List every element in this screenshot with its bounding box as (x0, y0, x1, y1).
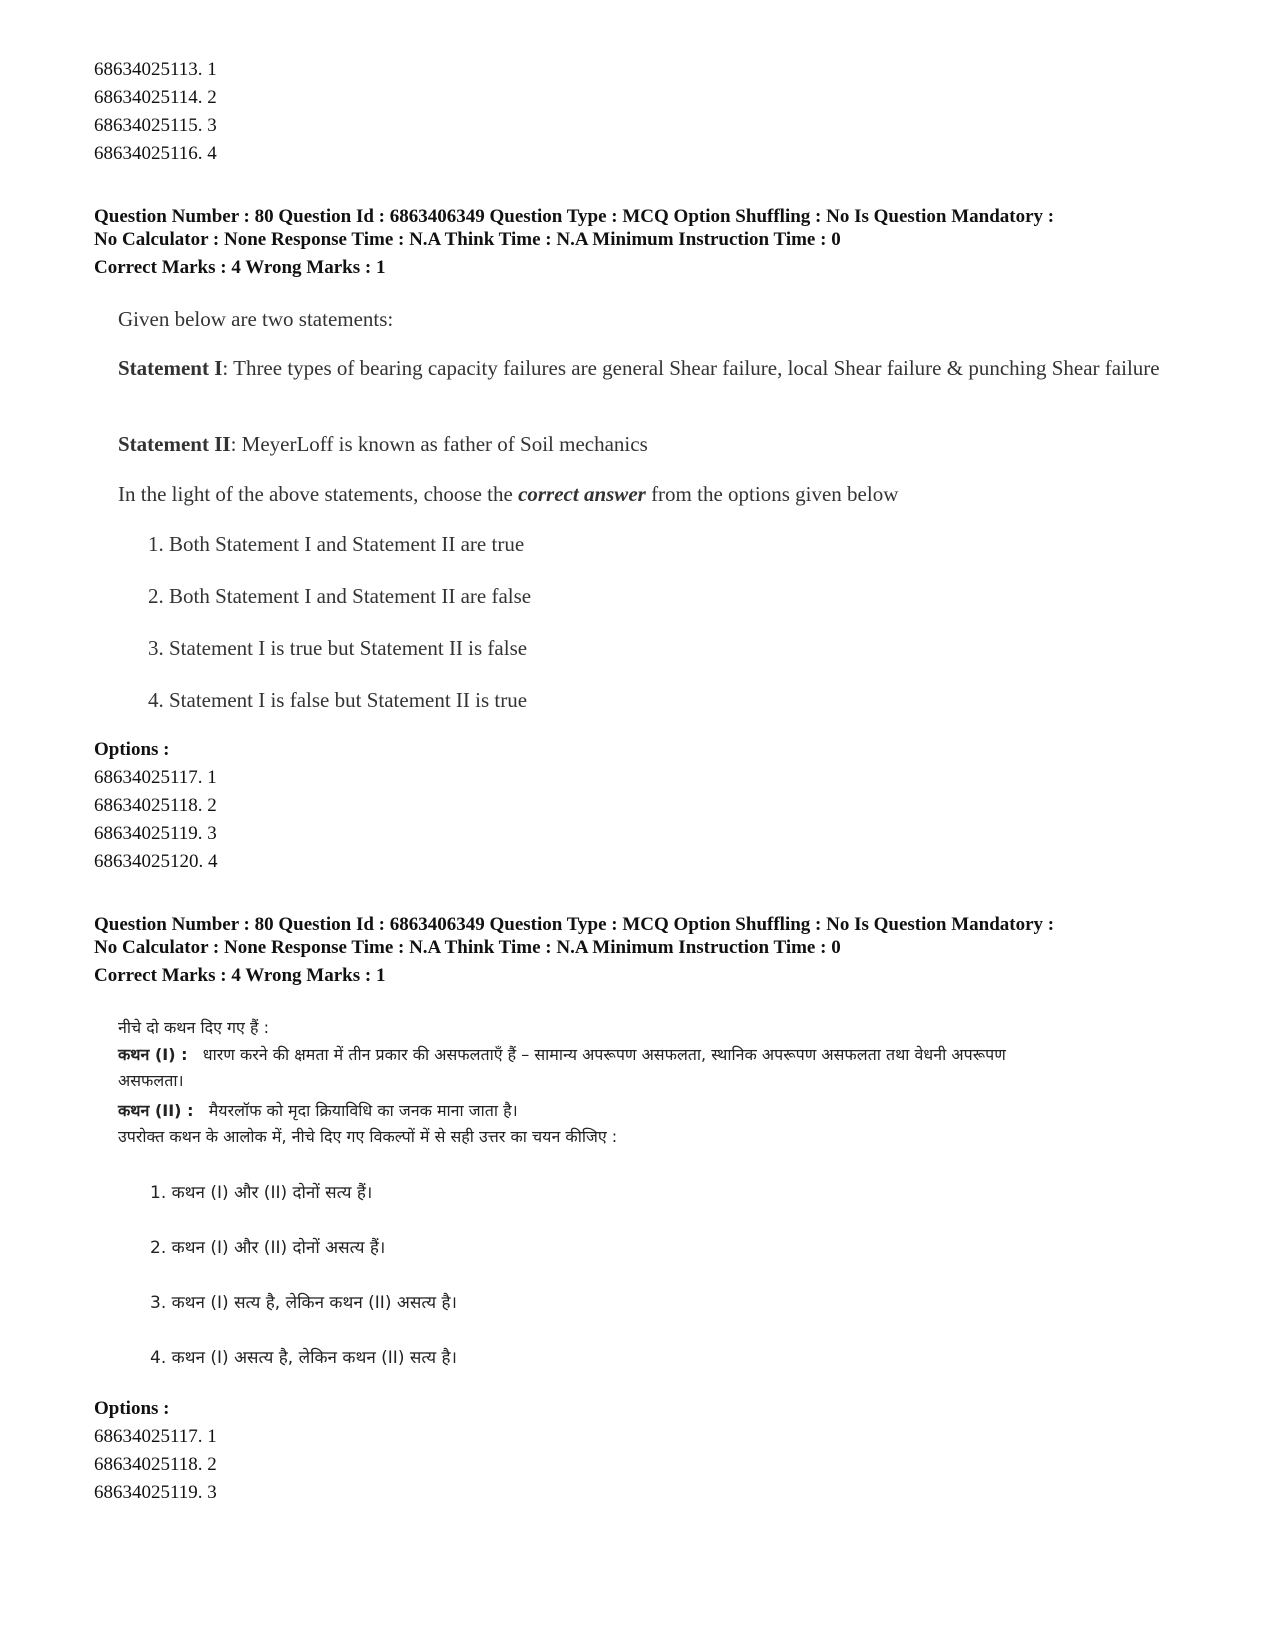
question-intro: Given below are two statements: (118, 307, 394, 331)
option-line: 68634025115. 3 (94, 115, 217, 136)
answer-choice-1: 1. कथन (I) और (II) दोनों सत्य हैं। (150, 1183, 373, 1203)
options-heading: Options : (94, 739, 170, 760)
prompt-text: In the light of the above statements, choose the (118, 482, 519, 506)
statement-2-text: : MeyerLoff is known as father of Soil mechanics (230, 432, 648, 456)
question-marks: Correct Marks : 4 Wrong Marks : 1 (94, 965, 386, 986)
option-line: 68634025114. 2 (94, 87, 217, 108)
statement-1 (118, 354, 1198, 382)
statement-2 (118, 430, 648, 458)
answer-choice-3: 3. कथन (I) सत्य है, लेकिन कथन (II) असत्य है। (150, 1293, 458, 1313)
statement-1-label: Statement I (118, 356, 223, 380)
answer-choice-4: 4. कथन (I) असत्य है, लेकिन कथन (II) सत्य है। (150, 1348, 458, 1368)
question-meta-line2: No Calculator : None Response Time : N.A Think Time : N.A Minimum Instruction Time : 0 (94, 229, 841, 250)
statement-1 (118, 1042, 1006, 1068)
option-line: 68634025119. 3 (94, 823, 217, 844)
option-line: 68634025118. 2 (94, 795, 217, 816)
option-line: 68634025119. 3 (94, 1482, 217, 1503)
answer-choice-3: 3. Statement I is true but Statement II is false (148, 636, 528, 660)
question-marks: Correct Marks : 4 Wrong Marks : 1 (94, 257, 386, 278)
option-line: 68634025116. 4 (94, 143, 217, 164)
question-prompt: उपरोक्त कथन के आलोक में, नीचे दिए गए विकल्पों में से सही उत्तर का चयन कीजिए : (118, 1127, 618, 1146)
question-intro: नीचे दो कथन दिए गए हैं : (118, 1018, 269, 1037)
option-line: 68634025113. 1 (94, 59, 217, 80)
statement-2-label: Statement II (118, 432, 231, 456)
statement-2 (118, 1098, 518, 1124)
options-heading: Options : (94, 1398, 170, 1419)
question-meta-line1: Question Number : 80 Question Id : 6863406349 Question Type : MCQ Option Shuffling : No Is Question Mandatory : (94, 914, 1055, 935)
answer-choice-2: 2. Both Statement I and Statement II are false (148, 584, 532, 608)
statement-1-continued: असफलता। (118, 1071, 184, 1090)
statement-1-text: धारण करने की क्षमता में तीन प्रकार की असफलताएँ हैं – सामान्य अपरूपण असफलता, स्थानिक अपरूपण असफलता तथा वेधनी अपरूपण (202, 1045, 1006, 1064)
answer-choice-2: 2. कथन (I) और (II) दोनों असत्य हैं। (150, 1238, 386, 1258)
question-prompt (118, 480, 898, 508)
question-meta-line1: Question Number : 80 Question Id : 6863406349 Question Type : MCQ Option Shuffling : No Is Question Mandatory : (94, 206, 1055, 227)
question-meta-line2: No Calculator : None Response Time : N.A Think Time : N.A Minimum Instruction Time : 0 (94, 937, 841, 958)
answer-choice-4: 4. Statement I is false but Statement II is true (148, 688, 528, 712)
statement-2-text: मैयरलॉफ को मृदा क्रियाविधि का जनक माना जाता है। (208, 1101, 518, 1120)
prompt-emphasis: correct answer (518, 482, 646, 506)
option-line: 68634025117. 1 (94, 1426, 217, 1447)
option-line: 68634025118. 2 (94, 1454, 217, 1475)
option-line: 68634025120. 4 (94, 851, 218, 872)
prompt-text-end: from the options given below (645, 482, 899, 506)
statement-2-label: कथन (II) : (118, 1101, 194, 1120)
option-line: 68634025117. 1 (94, 767, 217, 788)
statement-1-label: कथन (I) : (118, 1045, 188, 1064)
statement-1-text: : Three types of bearing capacity failures are general Shear failure, local Shear failure & punching Shear failure (222, 356, 1160, 380)
answer-choice-1: 1. Both Statement I and Statement II are true (148, 532, 525, 556)
